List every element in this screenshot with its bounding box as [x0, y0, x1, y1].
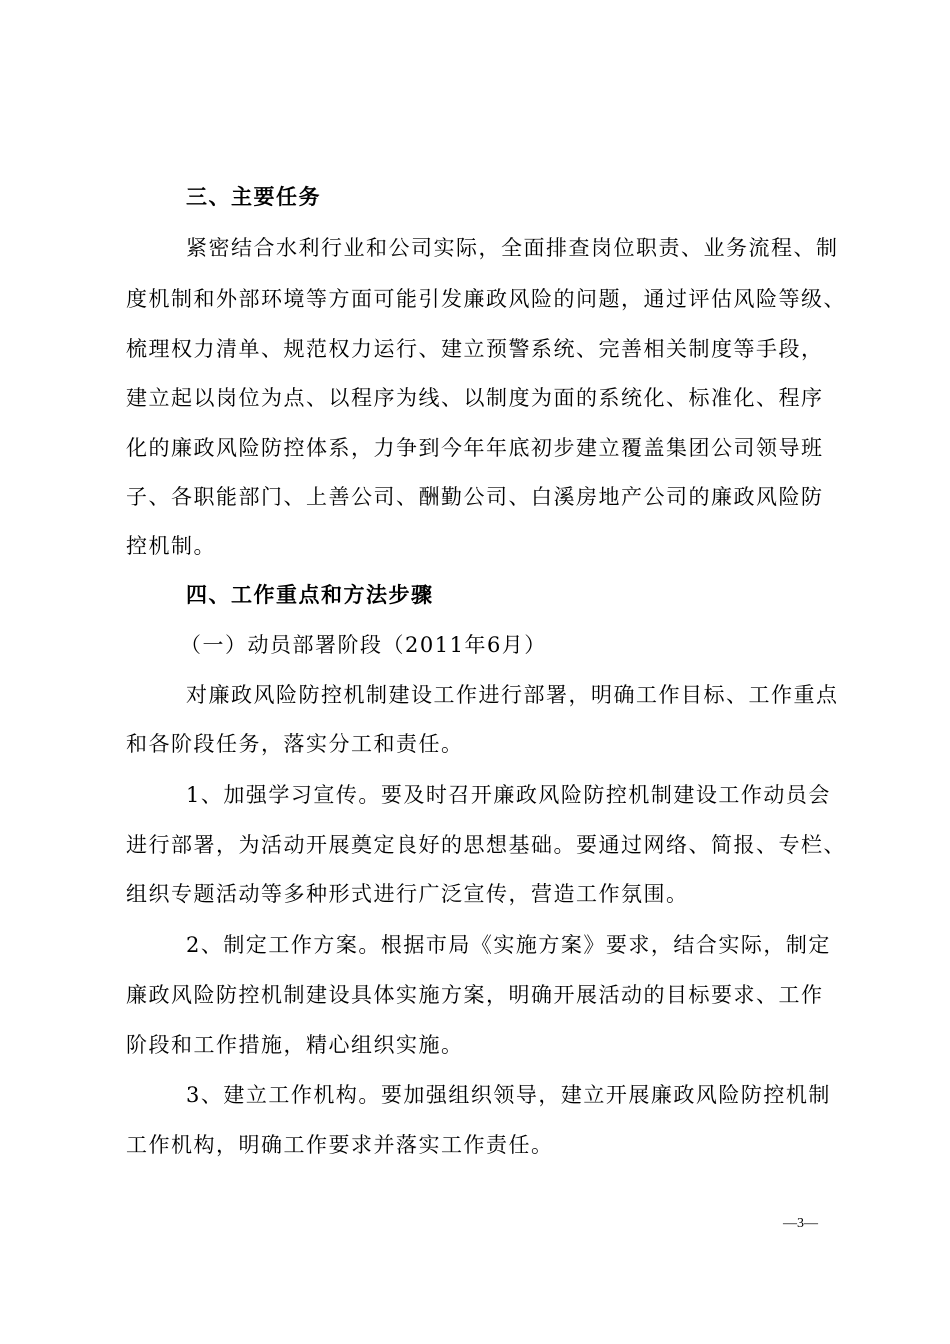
- item-1-line: 组织专题活动等多种形式进行广泛宣传，营造工作氛围。: [126, 882, 689, 906]
- item-1-line: 1、加强学习宣传。要及时召开廉政风险防控机制建设工作动员会: [186, 783, 831, 807]
- stage-1-heading: （一）动员部署阶段（2011年6月）: [180, 633, 547, 657]
- item-2-line: 廉政风险防控机制建设具体实施方案，明确开展活动的目标要求、工作: [126, 983, 824, 1007]
- page-number: —3—: [783, 1216, 818, 1231]
- item-2-line: 2、制定工作方案。根据市局《实施方案》要求，结合实际，制定: [186, 933, 831, 957]
- paragraph-line: 紧密结合水利行业和公司实际，全面排查岗位职责、业务流程、制: [186, 236, 839, 260]
- paragraph-line: 对廉政风险防控机制建设工作进行部署，明确工作目标、工作重点: [186, 683, 839, 707]
- section-3-heading: 三、主要任务: [186, 184, 321, 209]
- paragraph-line: 和各阶段任务，落实分工和责任。: [126, 732, 464, 756]
- paragraph-line: 化的廉政风险防控体系，力争到今年年底初步建立覆盖集团公司领导班: [126, 436, 824, 460]
- paragraph-line: 控机制。: [126, 534, 216, 558]
- item-3-line: 工作机构，明确工作要求并落实工作责任。: [126, 1133, 554, 1157]
- item-3-line: 3、建立工作机构。要加强组织领导，建立开展廉政风险防控机制: [186, 1083, 831, 1107]
- item-1-line: 进行部署，为活动开展奠定良好的思想基础。要通过网络、简报、专栏、: [126, 833, 846, 857]
- paragraph-line: 梳理权力清单、规范权力运行、建立预警系统、完善相关制度等手段，: [126, 337, 824, 361]
- item-2-line: 阶段和工作措施，精心组织实施。: [126, 1033, 464, 1057]
- paragraph-line: 度机制和外部环境等方面可能引发廉政风险的问题，通过评估风险等级、: [126, 287, 846, 311]
- paragraph-line: 子、各职能部门、上善公司、酬勤公司、白溪房地产公司的廉政风险防: [126, 485, 824, 509]
- section-4-heading: 四、工作重点和方法步骤: [186, 582, 434, 607]
- paragraph-line: 建立起以岗位为点、以程序为线、以制度为面的系统化、标准化、程序: [126, 386, 824, 410]
